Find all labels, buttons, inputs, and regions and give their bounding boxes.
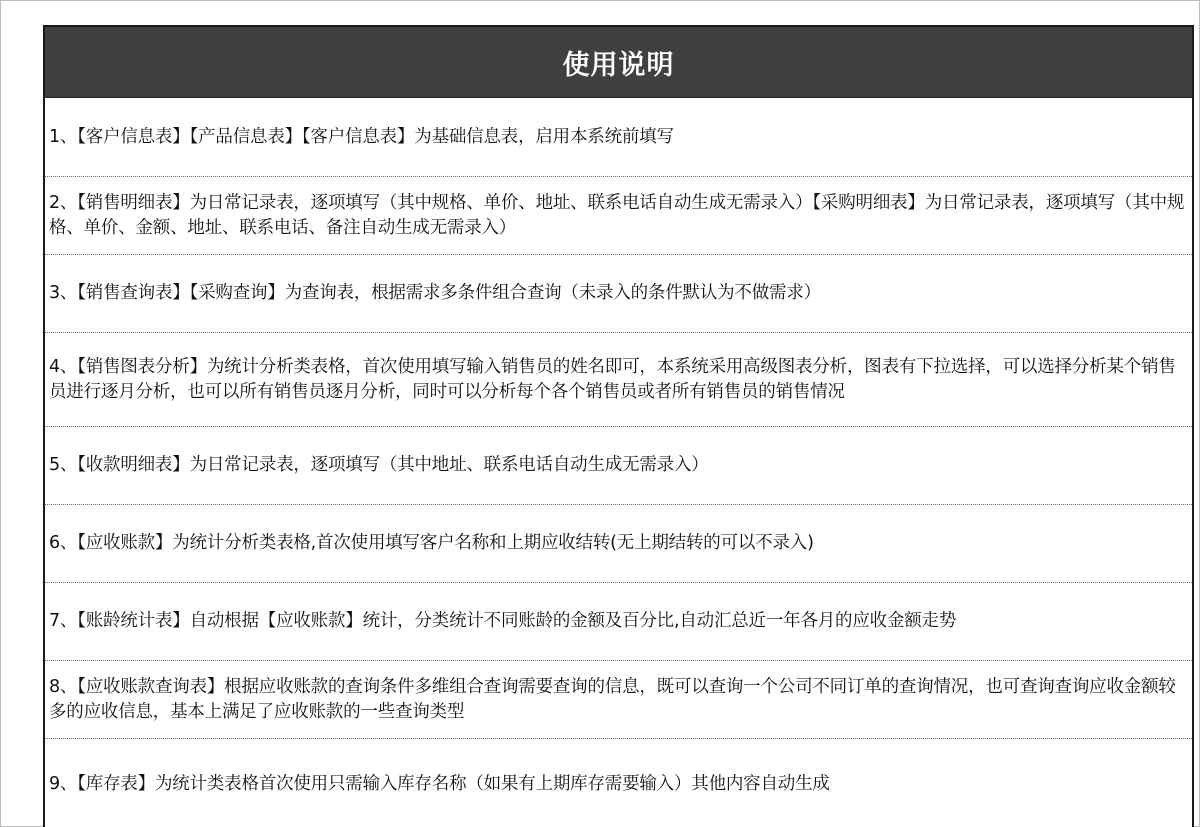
instruction-row-8[interactable]	[45, 661, 1192, 739]
instruction-text: 1、【客户信息表】【产品信息表】【客户信息表】为基础信息表，启用本系统前填写	[49, 126, 674, 147]
instructions-list	[45, 98, 1192, 827]
instruction-text: 4、【销售图表分析】为统计分析类表格，首次使用填写输入销售员的姓名即可，本系统采用高级图表分析，图表有下拉选择，可以选择分析某个销售员进行逐月分析，也可以所有销售员逐月分析，同时可以分析每个各个销售员或者所有销售员的销售情况	[49, 356, 1176, 402]
instruction-row-1[interactable]	[45, 98, 1192, 177]
instruction-row-7[interactable]	[45, 583, 1192, 661]
instruction-row-3[interactable]	[45, 255, 1192, 333]
instruction-text: 7、【账龄统计表】自动根据【应收账款】统计，分类统计不同账龄的金额及百分比,自动汇总近一年各月的应收金额走势	[49, 611, 957, 631]
instruction-text: 8、【应收账款查询表】根据应收账款的查询条件多维组合查询需要查询的信息，既可以查询一个公司不同订单的查询情况，也可查询查询应收金额较多的应收信息，基本上满足了应收账款的一些查询类型	[49, 676, 1176, 722]
instruction-text: 9、【库存表】为统计类表格首次使用只需输入库存名称（如果有上期库存需要输入）其他内容自动生成	[49, 774, 830, 794]
instruction-text: 5、【收款明细表】为日常记录表，逐项填写（其中地址、联系电话自动生成无需录入）	[49, 455, 709, 475]
instruction-text: 6、【应收账款】为统计分析类表格,首次使用填写客户名称和上期应收结转(无上期结转的可以不录入)	[49, 533, 814, 553]
instruction-row-5[interactable]	[45, 427, 1192, 505]
instruction-row-9[interactable]	[45, 739, 1192, 827]
instructions-sheet	[43, 25, 1194, 827]
instruction-text: 2、【销售明细表】为日常记录表，逐项填写（其中规格、单价、地址、联系电话自动生成无需录入）【采购明细表】为日常记录表，逐项填写（其中规格、单价、金额、地址、联系电话、备注自动生成无需录入）	[49, 192, 1185, 238]
instruction-row-4[interactable]	[45, 333, 1192, 427]
instruction-row-6[interactable]	[45, 505, 1192, 583]
instruction-text: 3、【销售查询表】【采购查询】为查询表，根据需求多条件组合查询（未录入的条件默认为不做需求）	[49, 283, 821, 303]
instruction-row-2[interactable]	[45, 177, 1192, 255]
sheet-title: 使用说明	[45, 27, 1192, 98]
